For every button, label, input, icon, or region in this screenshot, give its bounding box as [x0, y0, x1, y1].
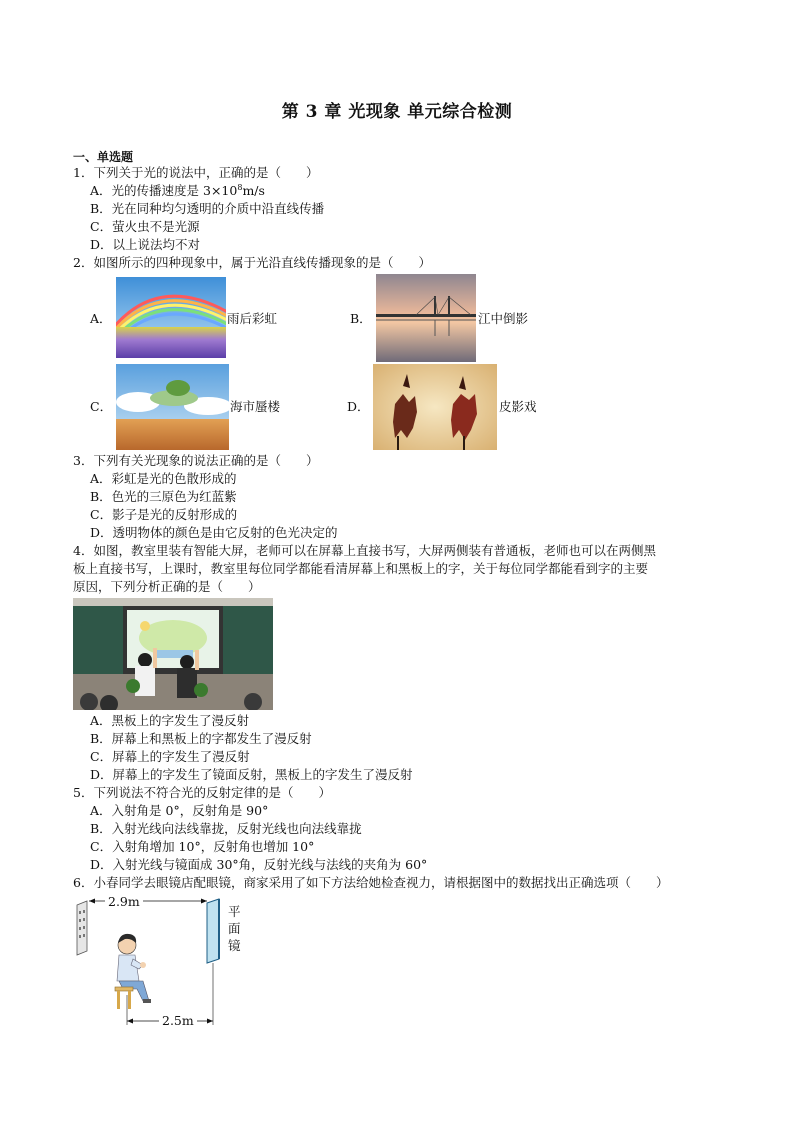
q4-stem-line-1: 4．如图，教室里装有智能大屏，老师可以在屏幕上直接书写，大屏两侧装有普通板，老师也可以在两侧黑 [73, 543, 656, 558]
q2-option-b-label: 江中倒影 [478, 311, 529, 326]
q2-option-b-letter: B． [350, 311, 372, 326]
q2-option-d-letter: D． [347, 399, 370, 414]
section-heading: 一、单选题 [73, 150, 134, 164]
page-title: 第 3 章 光现象 单元综合检测 [281, 102, 513, 122]
q2-option-d-label: 皮影戏 [499, 399, 537, 414]
q1-option-a: A．光的传播速度是 $3\times 10^8m/s$ [90, 182, 265, 198]
classroom-smartboard-photo [73, 598, 273, 710]
q4-option-b: B．屏幕上和黑板上的字都发生了漫反射 [90, 731, 312, 746]
q5-option-d: D．入射光线与镜面成 30°角，反射光线与法线的夹角为 60° [90, 857, 428, 872]
q2-option-a-label: 雨后彩虹 [227, 311, 278, 326]
q1-stem: 1．下列关于光的说法中，正确的是（ ） [73, 165, 319, 180]
q3-stem: 3．下列有关光现象的说法正确的是（ ） [73, 453, 319, 468]
q2-option-c-letter: C． [90, 399, 113, 414]
q5-option-c: C．入射角增加 10°，反射角也增加 10° [90, 839, 315, 854]
bridge-reflection-photo [376, 274, 476, 362]
q3-option-c: C．影子是光的反射形成的 [90, 507, 238, 522]
q2-stem: 2．如图所示的四种现象中，属于光沿直线传播现象的是（ ） [73, 255, 431, 270]
q1-option-d: D．以上说法均不对 [90, 237, 201, 252]
q2-option-c-label: 海市蜃楼 [230, 399, 281, 414]
q3-option-d: D．透明物体的颜色是由它反射的色光决定的 [90, 525, 338, 540]
q5-option-b: B．入射光线向法线靠拢，反射光线也向法线靠拢 [90, 821, 362, 836]
shadow-play-photo [373, 364, 497, 450]
q4-option-a: A．黑板上的字发生了漫反射 [90, 713, 250, 728]
rainbow-photo [116, 277, 226, 358]
q3-option-a: A．彩虹是光的色散形成的 [90, 471, 237, 486]
q6-stem: 6．小春同学去眼镜店配眼镜，商家采用了如下方法给她检查视力，请根据图中的数据找出正确选项（ ） [73, 875, 669, 890]
q5-stem: 5．下列说法不符合光的反射定律的是（ ） [73, 785, 331, 800]
q2-option-a-letter: A． [90, 311, 112, 326]
q1-option-c: C．萤火虫不是光源 [90, 219, 200, 234]
mirror-label-char-1: 平 [228, 904, 241, 919]
q4-option-d: D．屏幕上的字发生了镜面反射，黑板上的字发生了漫反射 [90, 767, 413, 782]
q1-option-b: B．光在同种均匀透明的介质中沿直线传播 [90, 201, 325, 216]
q5-option-a: A．入射角是 0°，反射角是 90° [90, 803, 269, 818]
q4-option-c: C．屏幕上的字发生了漫反射 [90, 749, 250, 764]
q4-stem-line-2: 板上直接书写，上课时，教室里每位同学都能看清屏幕上和黑板上的字，关于每位同学都能看到字的主要 [73, 561, 649, 576]
mirror-label-char-2: 面 [228, 921, 241, 936]
mirage-photo [116, 364, 229, 450]
distance-bottom-label: 2.5m [159, 1012, 197, 1030]
q4-stem-line-3: 原因，下列分析正确的是（ ） [73, 579, 261, 594]
distance-top-label: 2.9m [105, 893, 143, 911]
mirror-label-char-3: 镜 [228, 938, 241, 953]
q3-option-b: B．色光的三原色为红蓝紫 [90, 489, 237, 504]
vision-test-diagram [73, 893, 253, 1031]
